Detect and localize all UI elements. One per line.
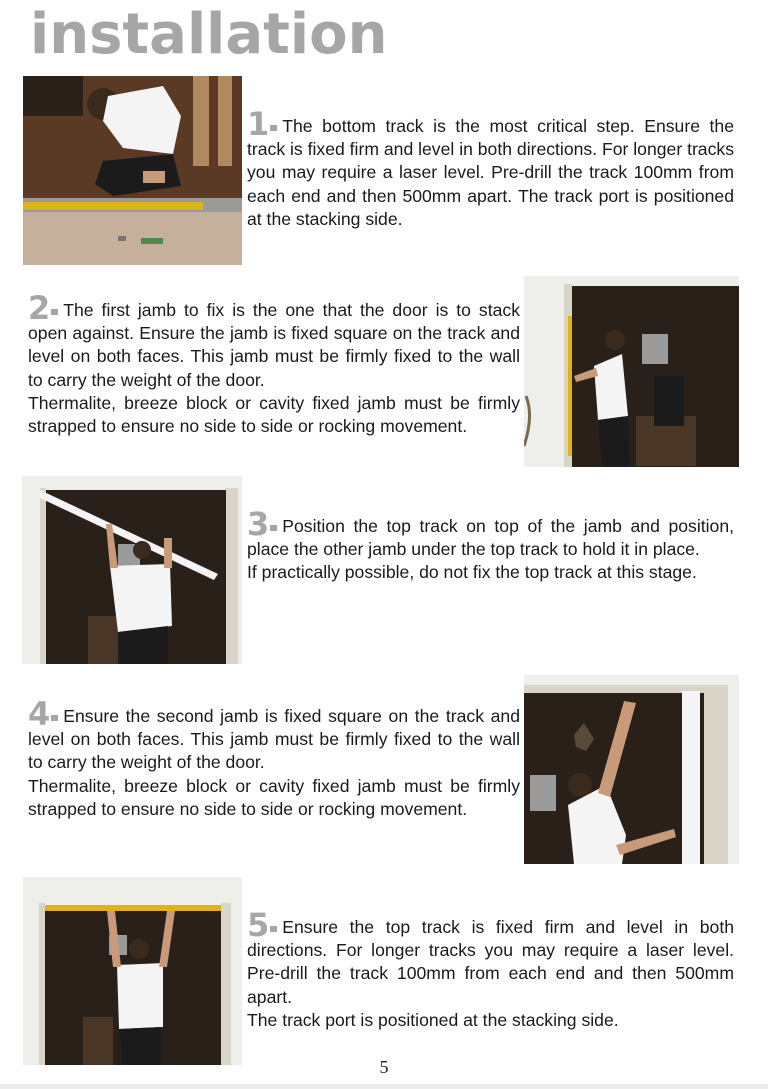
step-2-paragraph: 2 The first jamb to fix is the one that the door is to stack open against. Ensure the jamb is fixed square on the track and level on both faces. This jamb must be firmly fixed to the wall to carry the weight of the door.: [28, 289, 520, 390]
step-5-photo: [23, 877, 242, 1065]
step-3-paragraph: If practically possible, do not fix the top track at this stage.: [247, 562, 697, 583]
step-5-paragraph: 5 Ensure the top track is fixed firm and level in both directions. For longer tracks you may require a laser level. Pre-drill the track 100mm from each end and then 500mm apart.: [247, 906, 734, 1007]
step-bullet: [270, 525, 277, 531]
step-4-number: 4: [28, 695, 51, 733]
step-2-paragraph: Thermalite, breeze block or cavity fixed jamb must be firmly strapped to ensure no side to side or rocking movement.: [28, 392, 520, 437]
step-bullet: [270, 125, 277, 131]
step-1-text: [247, 105, 734, 231]
step-1-paragraph: 1 The bottom track is the most critical step. Ensure the track is fixed firm and level in both directions. For longer tracks you may require a laser level. Pre-drill the track 100mm from each end and then 500mm apart. The track port is positioned at the stacking side.: [247, 105, 734, 229]
step-5-paragraph: The track port is positioned at the stacking side.: [247, 1009, 619, 1030]
step-4-text: [28, 695, 520, 821]
step-3-text: [247, 505, 734, 585]
page-title: installation: [30, 2, 388, 67]
step-bullet: [51, 309, 58, 315]
footer-band: [0, 1084, 768, 1089]
step-4-paragraph: 4 Ensure the second jamb is fixed square on the track and level on both faces. This jamb must be firmly fixed to the wall to carry the weight of the door.: [28, 695, 520, 773]
step-5-text: [247, 906, 734, 1032]
step-2-photo: [524, 276, 739, 467]
step-1-photo: [23, 76, 242, 265]
step-3-photo: [22, 476, 242, 664]
step-5-number: 5: [247, 906, 270, 944]
step-2-text: [28, 289, 520, 438]
step-3-paragraph: 3 Position the top track on top of the jamb and position, place the other jamb under the top track to hold it in place.: [247, 505, 734, 560]
step-2-number: 2: [28, 289, 51, 327]
step-3-number: 3: [247, 505, 270, 543]
step-4-paragraph: Thermalite, breeze block or cavity fixed jamb must be firmly strapped to ensure no side to side or rocking movement.: [28, 775, 520, 819]
page-number: 5: [379, 1057, 389, 1077]
step-bullet: [270, 926, 277, 932]
step-4-photo: [524, 675, 739, 864]
step-bullet: [51, 715, 58, 721]
step-1-number: 1: [247, 105, 270, 143]
